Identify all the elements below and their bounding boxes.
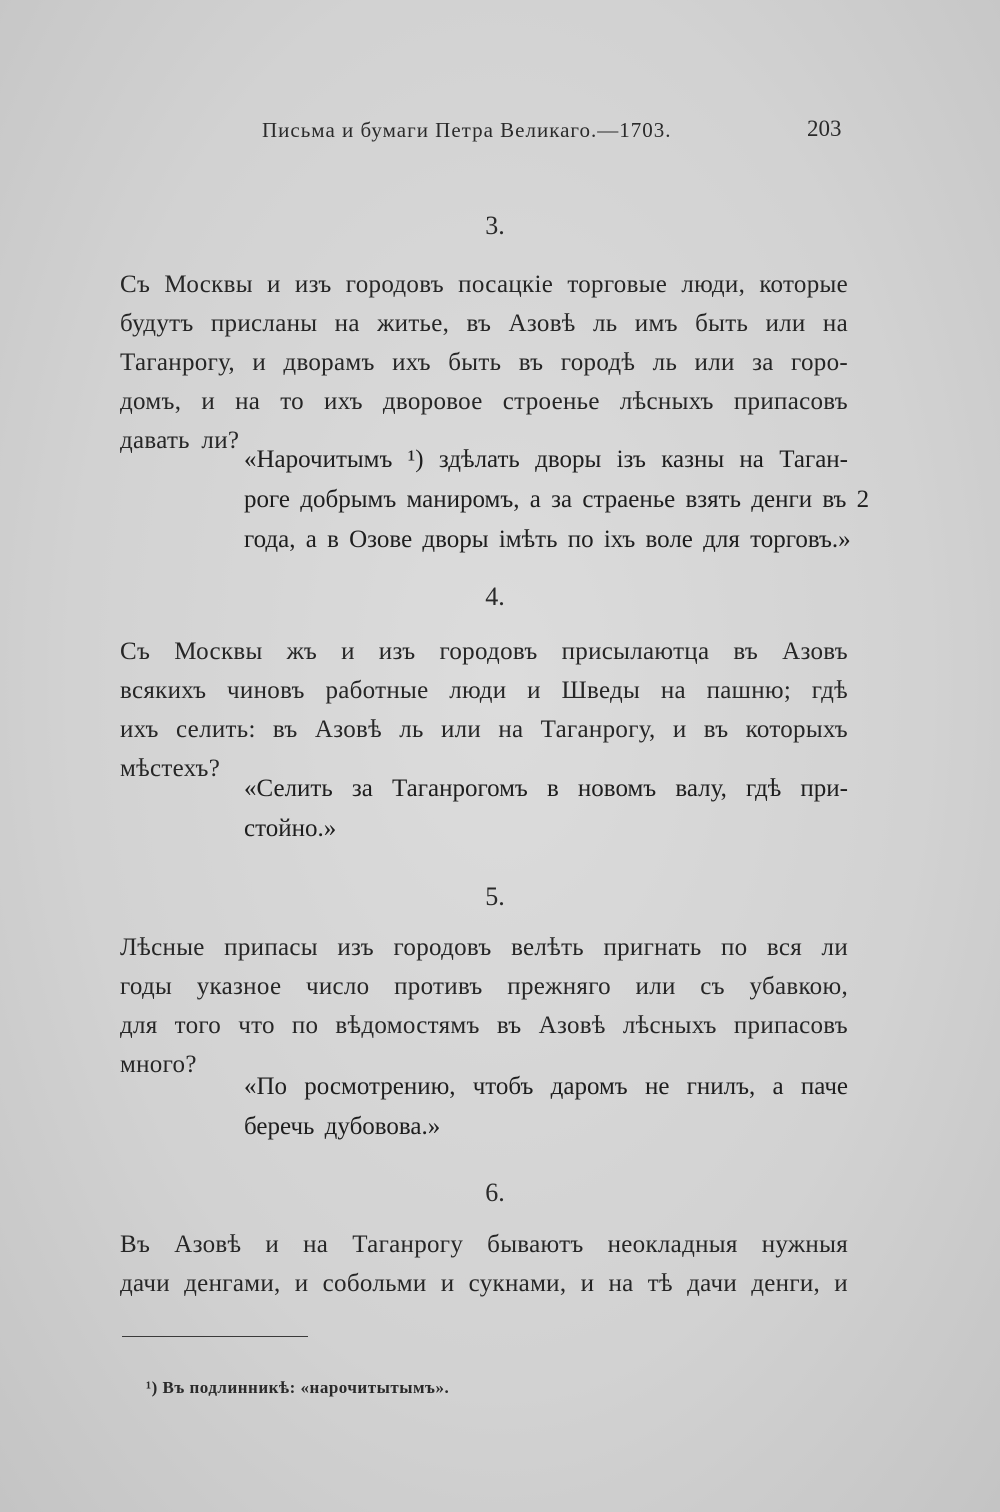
text-line: Въ Азовѣ и на Таганрогу бываютъ неокладныя нужныя: [120, 1231, 848, 1258]
text-line: мѣстехъ?: [120, 755, 221, 782]
text-line: будутъ присланы на житье, въ Азовѣ ль имъ быть или на: [120, 310, 848, 337]
text-line: «Нарочитымъ ¹) здѣлать дворы ізъ казны на Таган-: [244, 446, 848, 473]
footnote-divider: [122, 1336, 308, 1337]
text-line: давать ли?: [120, 427, 240, 454]
text-line: Таганрогу, и дворамъ ихъ быть въ городѣ ль или за горо-: [120, 349, 848, 376]
footnote: ¹) Въ подлинникѣ: «нарочитытымъ».: [146, 1378, 450, 1397]
text-line: стойно.»: [244, 815, 337, 842]
text-line: ихъ селить: въ Азовѣ ль или на Таганрогу, и въ которыхъ: [120, 716, 848, 743]
text-line: для того что по вѣдомостямъ въ Азовѣ лѣсныхъ припасовъ: [120, 1012, 848, 1039]
text-line: роге добрымъ маниромъ, а за страенье взять денги въ 2: [244, 486, 870, 513]
section-answer: [244, 440, 870, 560]
section-question: [120, 265, 848, 460]
text-line: много?: [120, 1051, 197, 1078]
section-answer: [244, 1067, 848, 1147]
section-answer: [244, 769, 848, 849]
text-line: годы указное число противъ прежняго или съ убавкою,: [120, 973, 848, 1000]
text-line: Лѣсные припасы изъ городовъ велѣть пригнать по вся ли: [120, 934, 848, 961]
section-number: 6.: [485, 1178, 505, 1207]
section-number: 5.: [485, 882, 505, 911]
section-number: 4.: [485, 582, 505, 611]
running-title: Письма и бумаги Петра Великаго.—1703.: [262, 118, 672, 142]
text-line: Съ Москвы жъ и изъ городовъ присылаютца въ Азовъ: [120, 638, 848, 665]
text-line: Съ Москвы и изъ городовъ посацкіе торговые люди, которые: [120, 271, 848, 298]
text-line: «По росмотрению, чтобъ даромъ не гнилъ, а паче: [244, 1073, 848, 1100]
text-line: беречь дубовова.»: [244, 1113, 441, 1140]
text-line: «Селить за Таганрогомъ в новомъ валу, гдѣ при-: [244, 775, 848, 802]
text-line: дачи денгами, и собольми и сукнами, и на тѣ дачи денги, и: [120, 1270, 848, 1297]
text-line: всякихъ чиновъ работные люди и Шведы на пашню; гдѣ: [120, 677, 848, 704]
page-number: 203: [807, 116, 842, 141]
section-question: [120, 928, 848, 1084]
section-number: 3.: [485, 211, 505, 240]
section-question: [120, 632, 848, 788]
section-question: [120, 1225, 848, 1303]
text-line: домъ, и на то ихъ дворовое строенье лѣсныхъ припасовъ: [120, 388, 848, 415]
text-line: года, а в Озове дворы імѣть по іхъ воле для торговъ.»: [244, 526, 851, 553]
